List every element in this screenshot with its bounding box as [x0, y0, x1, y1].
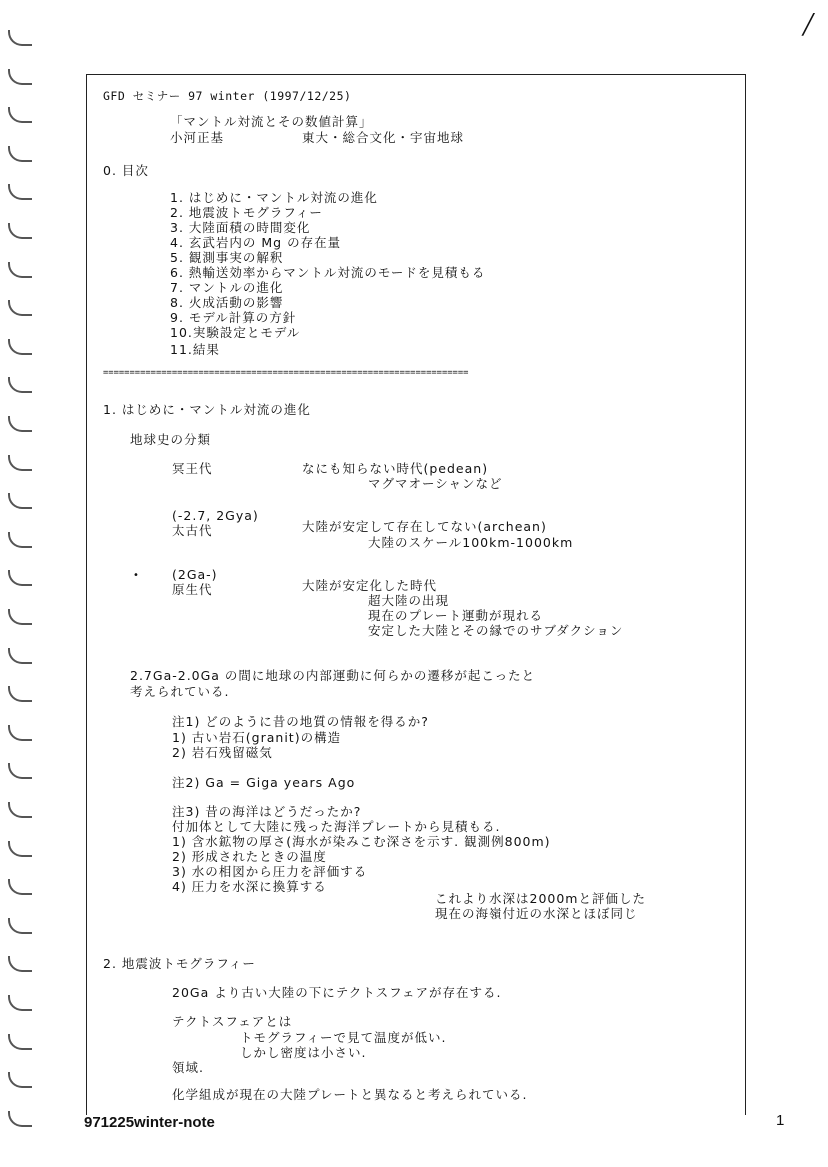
separator-line: =====================================================================: [103, 368, 469, 378]
era-desc: マグマオーシャンなど: [368, 476, 503, 491]
binder-hole: [8, 763, 32, 779]
binder-hole: [8, 686, 32, 702]
binder-hole: [8, 532, 32, 548]
note3-line: 付加体として大陸に残った海洋プレートから見積もる.: [172, 819, 501, 834]
toc-item: 3. 大陸面積の時間変化: [170, 220, 311, 235]
era-desc: 安定した大陸とその縁でのサブダクション: [368, 623, 624, 638]
note1-line: 2) 岩石残留磁気: [172, 745, 273, 760]
section2-paragraph: 化学組成が現在の大陸プレートと異なると考えられている.: [172, 1087, 528, 1102]
corner-pen-mark: /: [803, 6, 813, 43]
toc-item: 5. 観測事実の解釈: [170, 250, 284, 265]
note3-line: 2) 形成されたときの温度: [172, 849, 327, 864]
talk-title: 「マントル対流とその数値計算」: [170, 114, 373, 129]
footer-filename: 971225winter-note: [84, 1114, 215, 1131]
toc-item: 4. 玄武岩内の Mg の存在量: [170, 235, 342, 250]
note3-line: 3) 水の相図から圧力を評価する: [172, 864, 368, 879]
note1-line: 1) 古い岩石(granit)の構造: [172, 730, 342, 745]
binder-hole: [8, 648, 32, 664]
note3-line: 4) 圧力を水深に換算する: [172, 879, 327, 894]
binder-hole: [8, 416, 32, 432]
toc-item: 8. 火成活動の影響: [170, 295, 284, 310]
section1-subheading: 地球史の分類: [130, 432, 212, 447]
binder-hole: [8, 879, 32, 895]
page-number: 1: [776, 1112, 785, 1129]
binder-hole: [8, 223, 32, 239]
note3-line: 1) 含水鉱物の厚さ(海水が染みこむ深さを示す. 観測例800m): [172, 834, 551, 849]
toc-item: 9. モデル計算の方針: [170, 310, 297, 325]
binder-hole: [8, 493, 32, 509]
note2-line: 注2) Ga = Giga years Ago: [172, 775, 356, 790]
section2-paragraph: 20Ga より古い大陸の下にテクトスフェアが存在する.: [172, 985, 502, 1000]
binder-hole: [8, 455, 32, 471]
binder-hole: [8, 918, 32, 934]
binder-hole: [8, 956, 32, 972]
era-range: (2Ga-): [172, 567, 218, 582]
binder-hole: [8, 570, 32, 586]
section2-paragraph: 領域.: [172, 1060, 204, 1075]
toc-item: 10.実験設定とモデル: [170, 325, 301, 340]
binder-hole: [8, 184, 32, 200]
binder-hole: [8, 339, 32, 355]
era-desc: 大陸が安定化した時代: [302, 578, 438, 593]
era-range: (-2.7, 2Gya): [172, 508, 259, 523]
section1-heading: 1. はじめに・マントル対流の進化: [103, 402, 311, 417]
era-desc: 大陸のスケール100km-1000km: [368, 535, 574, 550]
binder-hole: [8, 377, 32, 393]
binder-hole: [8, 1034, 32, 1050]
binder-hole: [8, 995, 32, 1011]
toc-heading: 0. 目次: [103, 163, 149, 178]
note1-line: 注1) どのように昔の地質の情報を得るか?: [172, 714, 429, 729]
toc-item: 1. はじめに・マントル対流の進化: [170, 190, 378, 205]
author-name: 小河正基: [170, 130, 225, 145]
binder-hole: [8, 300, 32, 316]
era-name: 太古代: [172, 523, 213, 538]
binder-hole: [8, 146, 32, 162]
toc-item: 7. マントルの進化: [170, 280, 284, 295]
seminar-header: GFD セミナー 97 winter (1997/12/25): [103, 89, 352, 103]
era-desc: 超大陸の出現: [368, 593, 450, 608]
binder-hole: [8, 1072, 32, 1088]
era-desc: 現在のプレート運動が現れる: [368, 608, 544, 623]
binder-hole: [8, 69, 32, 85]
era-desc: 大陸が安定して存在してない(archean): [302, 519, 547, 534]
conclusion-line: これより水深は2000mと評価した: [435, 891, 646, 906]
conclusion-line: 現在の海嶺付近の水深とほぼ同じ: [435, 906, 638, 921]
transition-text: 考えられている.: [130, 684, 230, 699]
binder-hole: [8, 725, 32, 741]
transition-text: 2.7Ga-2.0Ga の間に地球の内部運動に何らかの遷移が起こったと: [130, 668, 536, 683]
binder-hole: [8, 262, 32, 278]
toc-item: 6. 熱輸送効率からマントル対流のモードを見積もる: [170, 265, 486, 280]
binder-hole: [8, 1111, 32, 1127]
note3-line: 注3) 昔の海洋はどうだったか?: [172, 804, 362, 819]
section2-paragraph: しかし密度は小さい.: [240, 1045, 367, 1060]
toc-item: 11.結果: [170, 342, 220, 357]
binder-hole: [8, 802, 32, 818]
section2-paragraph: テクトスフェアとは: [172, 1014, 293, 1029]
section2-paragraph: トモグラフィーで見て温度が低い.: [240, 1030, 447, 1045]
section2-heading: 2. 地震波トモグラフィー: [103, 956, 256, 971]
era-name: 冥王代: [172, 461, 213, 476]
toc-item: 2. 地震波トモグラフィー: [170, 205, 323, 220]
binder-hole: [8, 609, 32, 625]
era-desc: なにも知らない時代(pedean): [302, 461, 489, 476]
bullet-mark: •: [133, 570, 139, 581]
binder-hole: [8, 30, 32, 46]
era-name: 原生代: [172, 582, 213, 597]
binder-hole: [8, 107, 32, 123]
author-affiliation: 東大・総合文化・宇宙地球: [302, 130, 465, 145]
binder-hole: [8, 841, 32, 857]
